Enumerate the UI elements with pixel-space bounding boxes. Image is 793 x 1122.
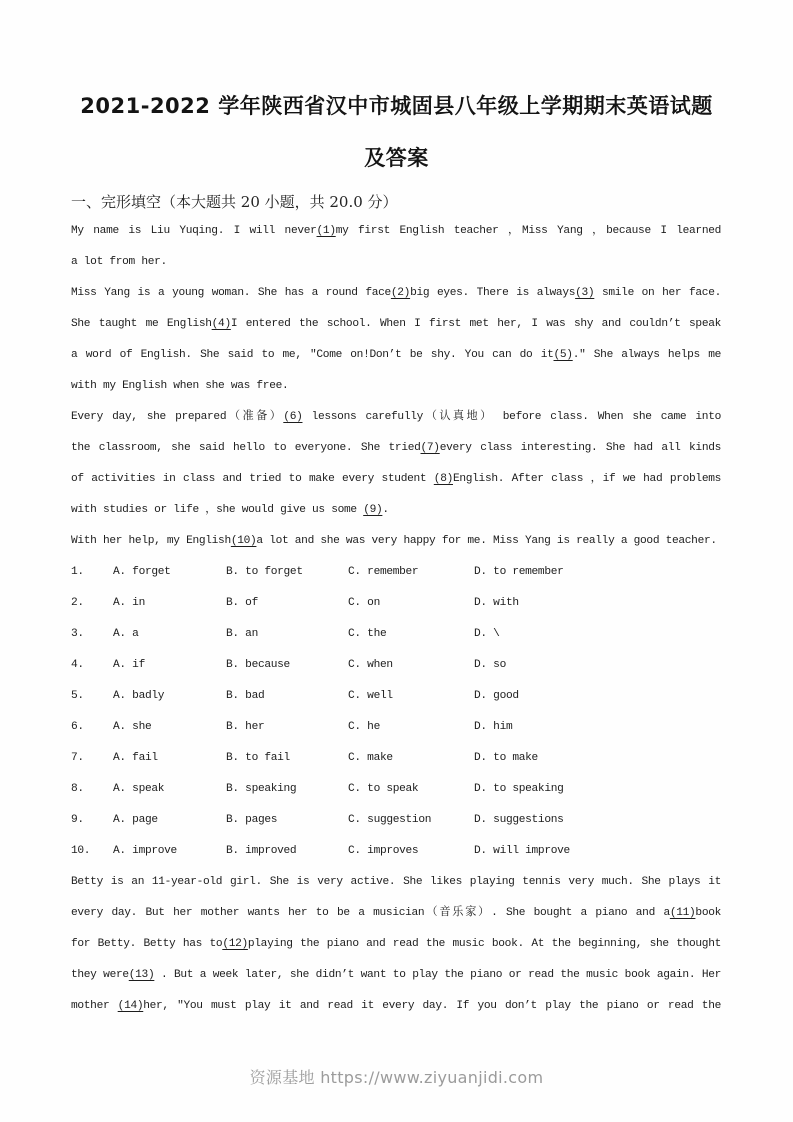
passage-line: With her help, my English(10)a lot and she was very happy for me. Miss Yang is really a good teacher.: [71, 535, 717, 547]
question-number: 10.: [71, 845, 91, 857]
option-d: D. will improve: [474, 845, 570, 857]
option-c: C. well: [348, 690, 393, 702]
option-d: D. to remember: [474, 566, 564, 578]
option-d: D. \: [474, 628, 500, 640]
option-c: C. when: [348, 659, 393, 671]
question-list: [71, 557, 731, 867]
option-a: A. if: [113, 659, 145, 671]
cloze-blank: (5): [553, 349, 573, 361]
passage-line: My name is Liu Yuqing. I will never(1)my first English teacher ，Miss Yang ，because I learned: [71, 225, 721, 237]
passage-line: She taught me English(4)I entered the school. When I first met her, I was shy and couldn’t speak: [71, 318, 721, 330]
question-number: 8.: [71, 783, 84, 795]
question-row: [71, 712, 731, 743]
option-d: D. to speaking: [474, 783, 564, 795]
option-d: D. good: [474, 690, 519, 702]
question-row: [71, 588, 731, 619]
cloze-passage-2: [71, 867, 721, 1022]
question-number: 5.: [71, 690, 84, 702]
question-row: [71, 650, 731, 681]
option-b: B. her: [226, 721, 265, 733]
passage-line: the classroom, she said hello to everyone. She tried(7)every class interesting. She had all kinds: [71, 442, 722, 454]
option-c: C. he: [348, 721, 380, 733]
passage-line: a lot from her.: [71, 256, 167, 268]
option-d: D. with: [474, 597, 519, 609]
passage-line: they were(13) . But a week later, she didn’t want to play the piano or read the music book again. Her: [71, 969, 722, 981]
cloze-blank: (4): [211, 318, 231, 330]
cloze-blank: (11): [669, 907, 696, 919]
option-b: B. bad: [226, 690, 265, 702]
option-c: C. to speak: [348, 783, 419, 795]
passage-line: for Betty. Betty has to(12)playing the piano and read the music book. At the beginning, she thought: [71, 938, 721, 950]
option-b: B. an: [226, 628, 258, 640]
question-row: [71, 774, 731, 805]
option-b: B. to fail: [226, 752, 290, 764]
option-d: D. so: [474, 659, 506, 671]
question-row: [71, 557, 731, 588]
question-row: [71, 743, 731, 774]
document-title: 2021-2022 学年陕西省汉中市城固县八年级上学期期末英语试题及答案: [80, 94, 713, 170]
option-c: C. remember: [348, 566, 419, 578]
question-number: 6.: [71, 721, 84, 733]
question-row: [71, 619, 731, 650]
question-number: 7.: [71, 752, 84, 764]
option-d: D. suggestions: [474, 814, 564, 826]
question-number: 4.: [71, 659, 84, 671]
cloze-blank: (10): [230, 535, 257, 547]
question-number: 1.: [71, 566, 84, 578]
cloze-blank: (1): [316, 225, 336, 237]
option-c: C. improves: [348, 845, 419, 857]
passage-line: mother (14)her, ″You must play it and read it every day. If you don’t play the piano or read the: [71, 1000, 721, 1012]
option-c: C. the: [348, 628, 387, 640]
option-a: A. forget: [113, 566, 171, 578]
passage-line: a word of English. She said to me, ″Come on!Don’t be shy. You can do it(5).″ She always helps me: [71, 349, 721, 361]
option-b: B. pages: [226, 814, 278, 826]
option-a: A. she: [113, 721, 152, 733]
option-c: C. make: [348, 752, 393, 764]
option-c: C. on: [348, 597, 380, 609]
section-heading-cloze: 一、完形填空（本大题共 20 小题，共 20.0 分）: [71, 193, 398, 211]
question-number: 9.: [71, 814, 84, 826]
question-number: 2.: [71, 597, 84, 609]
option-c: C. suggestion: [348, 814, 432, 826]
question-row: [71, 805, 731, 836]
option-b: B. because: [226, 659, 290, 671]
option-a: A. improve: [113, 845, 177, 857]
question-row: [71, 836, 731, 867]
option-a: A. in: [113, 597, 145, 609]
question-number: 3.: [71, 628, 84, 640]
option-b: B. speaking: [226, 783, 297, 795]
option-b: B. improved: [226, 845, 297, 857]
option-a: A. badly: [113, 690, 165, 702]
cloze-blank: (8): [433, 473, 453, 485]
cloze-passage-1: [71, 216, 721, 557]
option-a: A. page: [113, 814, 158, 826]
option-d: D. him: [474, 721, 513, 733]
footer-watermark: 资源基地 https://www.ziyuanjidi.com: [249, 1068, 544, 1087]
option-b: B. to forget: [226, 566, 303, 578]
passage-line: Every day, she prepared（准备）(6) lessons carefully（认真地） before class. When she came into: [71, 411, 721, 423]
cloze-blank: (6): [283, 411, 303, 423]
passage-line: with studies or life ，she would give us some (9).: [71, 504, 389, 516]
passage-line: Miss Yang is a young woman. She has a round face(2)big eyes. There is always(3) smile on her face.: [71, 287, 721, 299]
option-d: D. to make: [474, 752, 538, 764]
option-a: A. fail: [113, 752, 158, 764]
cloze-blank: (2): [390, 287, 411, 299]
cloze-blank: (3): [575, 287, 595, 299]
cloze-blank: (7): [420, 442, 440, 454]
cloze-blank: (12): [222, 938, 248, 950]
cloze-blank: (14): [117, 1000, 144, 1012]
passage-line: every day. But her mother wants her to be a musician（音乐家）. She bought a piano and a(11)book: [71, 907, 721, 919]
passage-line: with my English when she was free.: [71, 380, 289, 392]
option-a: A. speak: [113, 783, 165, 795]
cloze-blank: (13): [128, 969, 155, 981]
question-row: [71, 681, 731, 712]
option-b: B. of: [226, 597, 258, 609]
passage-line: of activities in class and tried to make every student (8)English. After class ，if we had problems: [71, 473, 722, 485]
passage-line: Betty is an 11-year-old girl. She is very active. She likes playing tennis very much. She plays it: [71, 876, 721, 888]
cloze-blank: (9): [363, 504, 383, 516]
option-a: A. a: [113, 628, 139, 640]
